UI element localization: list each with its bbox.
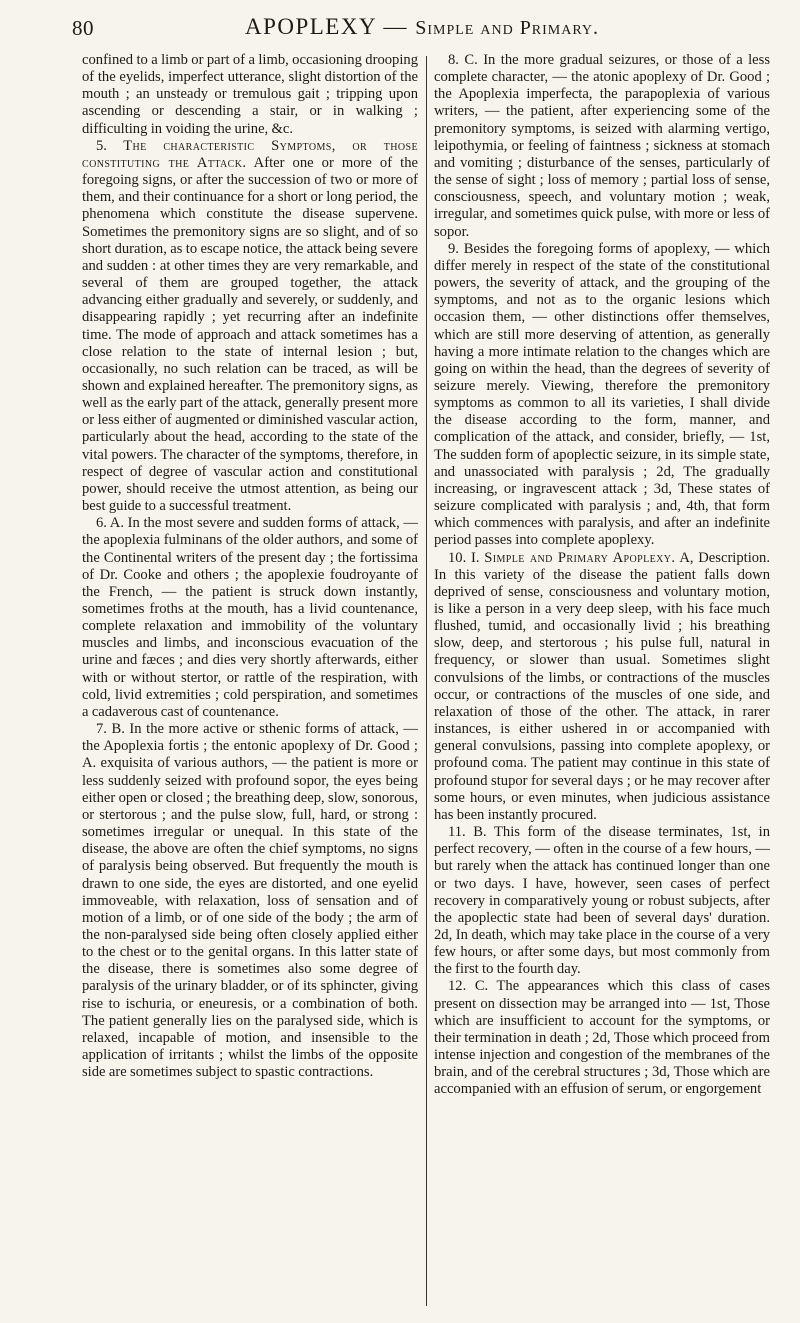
section-heading: The characteristic Symptoms, or those constituting the Attack. xyxy=(82,137,418,171)
section-heading: Simple and Primary Apoplexy. xyxy=(484,549,676,566)
paragraph-text: After one or more of the foregoing signs, or after the succession of two or more of them, and their continuance for a short or long period, the phenomena which constitute the disease supervene. Sometimes the premonitory signs are so slight, and of so short duration, as to escape notice, the attack being severe and sudden : at other times they are very remarkable, and several of them are grouped together, the attack advancing either gradually and severely, or suddenly, and disappearing rapidly ; yet recurring after an indefinite time. The mode of approach and attack sometimes has a close relation to the state of internal lesion ; but, occasionally, no such relation can be traced, as will be shown and explained hereafter. The premonitory signs, as well as the early part of the attack, generally present more or less either of augmented or diminished vascular action, particularly about the head, according to the state of the vital powers. The character of the symptoms, therefore, in respect of degree of vascular action and constitutional power, should receive the utmost attention, as being our best guide to a successful treatment. xyxy=(82,154,418,515)
right-column xyxy=(434,52,770,1099)
paragraph-10 xyxy=(434,550,770,825)
text-columns xyxy=(82,52,772,1314)
column-divider xyxy=(426,56,427,1306)
paragraph-number: 5. xyxy=(96,137,107,154)
running-head xyxy=(72,14,772,40)
paragraph-9: 9. Besides the foregoing forms of apoplexy, — which differ merely in respect of the state of the constitutional powers, the severity of attack, and the grouping of the symptoms, and not as to the organic lesions which occasion them, — other distinctions offer themselves, which are still more deserving of attention, as generally having a more intimate relation to the changes which are going on within the head, than the degrees of severity of seizure merely. Viewing, therefore the premonitory symptoms as common to all its varieties, I shall divide the disease according to the form, manner, and complication of the attack, and consider, briefly, — 1st, The sudden form of apoplectic seizure, in its simple state, and unassociated with paralysis ; 2d, The gradually increasing, or ingravescent attack ; 3d, These states of seizure complicated with paralysis ; and, 4th, that form which commences with paralysis, and after an indefinite period passes into complete apoplexy. xyxy=(434,240,770,549)
page-header xyxy=(72,10,772,46)
paragraph-continued: confined to a limb or part of a limb, occasioning drooping of the eyelids, imperfect utterance, slight distortion of the mouth ; an unsteady or tremulous gait ; tripping upon ascending or descending a stair, or in walking ; difficulting in voiding the urine, &c. xyxy=(82,52,418,137)
paragraph-5 xyxy=(82,138,418,515)
running-head-main: APOPLEXY — xyxy=(244,14,416,39)
paragraph-11: 11. B. This form of the disease terminates, 1st, in perfect recovery, — often in the course of a few hours, — but rarely when the attack has continued longer than one or two days. I have, however, seen cases of perfect recovery in comparatively young or robust subjects, after the apoplectic state had been of several days' duration. 2d, In death, which may take place in the course of a very few hours, or after some days, but most commonly from the first to the fourth day. xyxy=(434,824,770,978)
running-head-subtitle: Simple and Primary. xyxy=(415,17,600,39)
paragraph-12: 12. C. The appearances which this class of cases present on dissection may be arranged into — 1st, Those which are insufficient to account for the symptoms, or their termination in death ; 2d, Those which proceed from intense injection and congestion of the membranes of the brain, and of the cerebral structures ; 3d, Those which are accompanied with an effusion of serum, or engorgement xyxy=(434,978,770,1098)
left-column xyxy=(82,52,418,1081)
paragraph-number: 10. I. xyxy=(448,549,480,566)
paragraph-text: A, Description. In this variety of the disease the patient falls down deprived of sense, consciousness and voluntary motion, is like a person in a very deep sleep, with his face much flushed, tumid, and occasionally livid ; his breathing slow, deep, and stertorous ; his pulse full, natural in frequency, or slower than usual. Sometimes slight convulsions of the limbs, or contractions of the muscles occur, or contractions of the muscles of one side, and relaxation of those of the other. The attack, in rarer instances, is either ushered in or accompanied with general convulsions, passing into complete apoplexy, or profound coma. The patient may continue in this state of profound stupor for several days ; or he may recover after some hours, or even minutes, when judicious assistance has been instantly procured. xyxy=(434,549,771,823)
paragraph-7: 7. B. In the more active or sthenic forms of attack, — the Apoplexia fortis ; the entonic apoplexy of Dr. Good ; A. exquisita of various authors, — the patient is more or less suddenly seized with profound sopor, the eyes being either open or closed ; the breathing deep, slow, sonorous, or stertorous ; and the pulse slow, full, hard, or strong : sometimes irregular or unequal. In this state of the disease, the above are often the chief symptoms, no signs of paralysis being observed. But frequently the mouth is drawn to one side, the eyes are distorted, and one eyelid immoveable, with relaxation, loss of sensation and of motion of a limb, or of one side of the body ; the arm of the non-paralysed side being often closely applied either to the chest or to the genital organs. In this latter state of the disease, there is sometimes also some degree of paralysis of the urinary bladder, or of its sphincter, giving rise to ischuria, or eneuresis, or a combination of both. The patient generally lies on the paralysed side, which is relaxed, incapable of motion, and insensible to the application of irritants ; whilst the limbs of the opposite side are sometimes subject to spastic contractions. xyxy=(82,721,418,1081)
paragraph-8: 8. C. In the more gradual seizures, or those of a less complete character, — the atonic apoplexy of Dr. Good ; the Apoplexia imperfecta, the parapoplexia of various writers, — the patient, after experiencing some of the premonitory symptoms, is seized with alarming vertigo, leipothymia, or feeling of faintness ; sickness at stomach and vomiting ; disturbance of the senses, particularly of the sense of sight ; loss of memory ; partial loss of sense, consciousness, speech, and voluntary motion ; weak, irregular, and sometimes quick pulse, with more or less of sopor. xyxy=(434,52,770,240)
paragraph-6: 6. A. In the most severe and sudden forms of attack, — the apoplexia fulminans of the older authors, and some of the Continental writers of the present day ; the fortissima of Dr. Cooke and others ; the apoplexie foudroyante of the French, — the patient is struck down instantly, sometimes froths at the mouth, has a livid countenance, complete relaxation and immobility of the voluntary muscles and limbs, and inconscious evacuation of the urine and fæces ; and dies very shortly afterwards, either with or without stertor, or rattle of the respiration, with cold, livid extremities ; cold perspiration, and sometimes a cadaverous cast of countenance. xyxy=(82,515,418,720)
page-number: 80 xyxy=(72,16,94,40)
